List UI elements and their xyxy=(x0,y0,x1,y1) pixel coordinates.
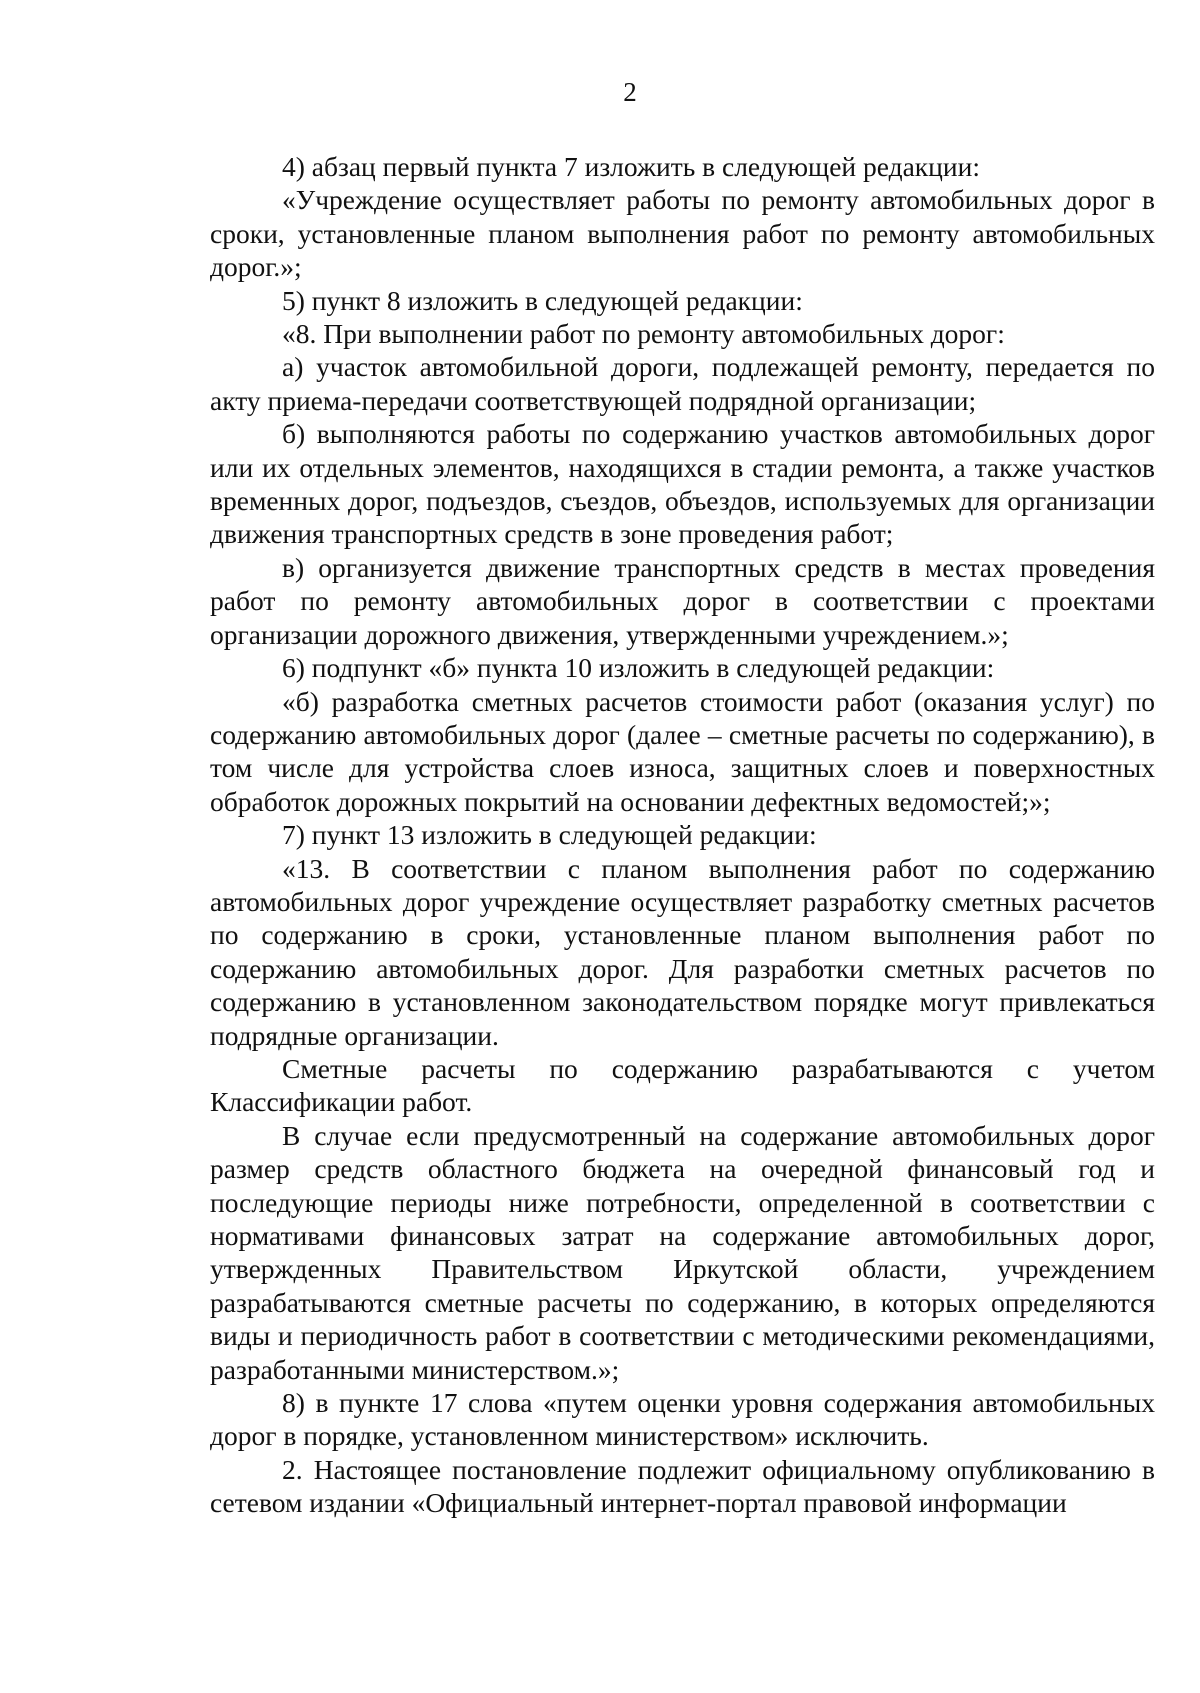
paragraph-quote-item-8: «8. При выполнении работ по ремонту автомобильных дорог: xyxy=(282,318,1005,350)
paragraph-subitem-b: б) выполняются работы по содержанию участков автомобильных дорог или их отдельных элементов, находящихся в стадии ремонта, а также участков временных дорог, подъездов, съездов, объездов, используемых для организации движения транспортных средств в зоне проведения работ; xyxy=(210,418,1155,550)
paragraph-estimates: Сметные расчеты по содержанию разрабатываются с учетом Классификации работ. xyxy=(210,1052,1155,1118)
document-body xyxy=(210,150,1155,1520)
paragraph-section-2: 2. Настоящее постановление подлежит официальному опубликованию в сетевом издании «Официальный интернет-портал правовой информации xyxy=(210,1453,1155,1519)
paragraph-subitem-a: а) участок автомобильной дороги, подлежащей ремонту, передается по акту приема-передачи соответствующей подрядной организации; xyxy=(210,351,1155,416)
paragraph-quote-subitem-b: «б) разработка сметных расчетов стоимости работ (оказания услуг) по содержанию автомобильных дорог (далее – сметные расчеты по содержанию), в том числе для устройства слоев износа, защитных слоев и поверхностных обработок дорожных покрытий на основании дефектных ведомостей;»; xyxy=(210,685,1155,817)
paragraph-item-7: 7) пункт 13 изложить в следующей редакции: xyxy=(282,819,817,851)
paragraph-item-8: 8) в пункте 17 слова «путем оценки уровня содержания автомобильных дорог в порядке, установленном министерством» исключить. xyxy=(210,1387,1155,1452)
paragraph-item-6: 6) подпункт «б» пункта 10 изложить в следующей редакции: xyxy=(282,652,995,684)
paragraph-budget-case: В случае если предусмотренный на содержание автомобильных дорог размер средств областного бюджета на очередной финансовый год и последующие периоды ниже потребности, определенной в соответствии с нормативами финансовых затрат на содержание автомобильных дорог, утвержденных Правительством Иркутской области, учреждением разрабатываются сметные расчеты по содержанию, в которых определяются виды и периодичность работ в соответствии с методическими рекомендациями, разработанными министерством.»; xyxy=(210,1119,1155,1385)
paragraph-item-4: 4) абзац первый пункта 7 изложить в следующей редакции: xyxy=(282,151,980,182)
page-number: 2 xyxy=(623,77,637,107)
paragraph-quote-item-13: «13. В соответствии с планом выполнения работ по содержанию автомобильных дорог учреждение осуществляет разработку сметных расчетов по содержанию в сроки, установленные планом выполнения работ по содержанию автомобильных дорог. Для разработки сметных расчетов по содержанию в установленном законодательством порядке могут привлекаться подрядные организации. xyxy=(210,852,1155,1051)
paragraph-item-5: 5) пункт 8 изложить в следующей редакции: xyxy=(282,284,803,316)
paragraph-quote-item-7: «Учреждение осуществляет работы по ремонту автомобильных дорог в сроки, установленные планом выполнения работ по ремонту автомобильных дорог.»; xyxy=(210,184,1155,283)
paragraph-subitem-v: в) организуется движение транспортных средств в местах проведения работ по ремонту автомобильных дорог в соответствии с проектами организации дорожного движения, утвержденными учреждением.»; xyxy=(210,551,1155,650)
